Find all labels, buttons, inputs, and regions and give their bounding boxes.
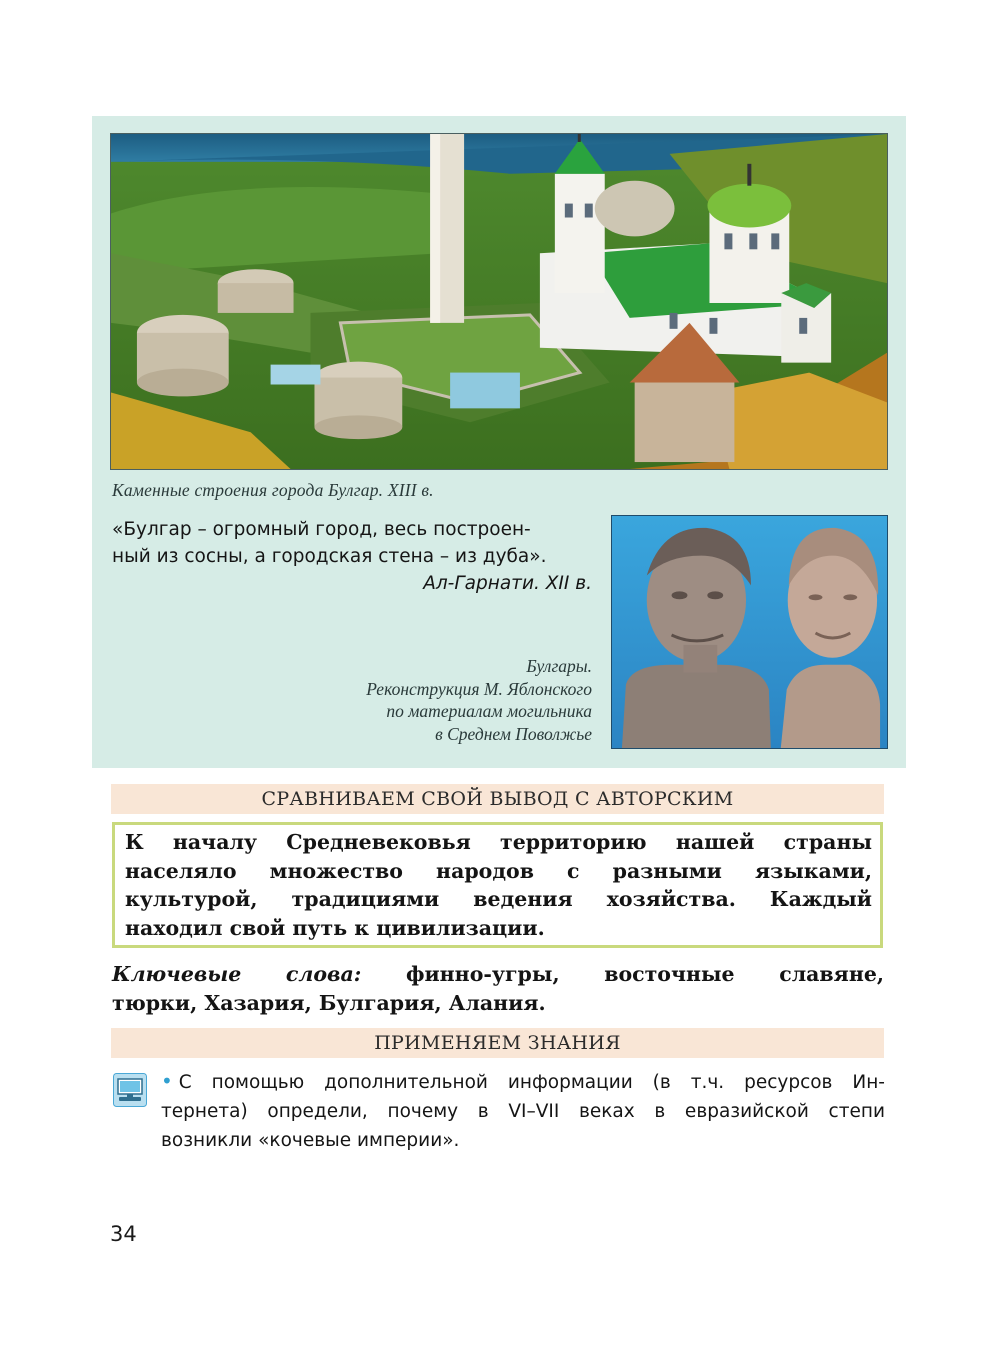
conclusion-line: населяло множество народов с разными языками, [125,858,872,883]
bulgar-buildings-image [111,134,887,469]
apply-section-heading: ПРИМЕНЯЕМ ЗНАНИЯ [111,1028,884,1058]
keywords-line [112,960,884,989]
quote-author: Ал-Гарнати. XII в. [423,573,592,594]
key-words [112,960,884,1018]
keywords-line: тюрки, Хазария, Булгария, Алания. [112,991,546,1015]
busts-photo-caption [262,655,592,745]
historical-quote [112,516,592,597]
keywords-label: Ключевые слова: [112,962,362,986]
author-conclusion-box [112,822,883,948]
keywords-first-line-text: финно-угры, восточные славяне, [361,962,885,986]
page-number: 34 [110,1222,137,1246]
task-line [161,1067,885,1097]
bulgar-busts-photo [611,515,888,749]
task-line-text: С помощью дополнительной информации (в т.ч. ресурсов Ин- [178,1072,885,1093]
bulgar-buildings-photo [110,133,888,470]
conclusion-line: находил свой путь к цивилизации. [125,915,545,940]
bullet-icon: • [161,1069,173,1093]
caption-line: Булгары. [526,656,592,676]
busts-image [612,516,887,748]
apply-task [161,1067,885,1155]
main-photo-caption: Каменные строения города Булгар. XIII в. [112,480,434,500]
quote-line: ный из сосны, а городская стена – из дуба». [112,546,547,567]
caption-line: по материалам могильника [386,701,592,721]
conclusion-line: культурой, традициями ведения хозяйства. Каждый [125,887,872,911]
task-line: тернета) определи, почему в VI–VII веках в евразийской степи [161,1101,885,1122]
computer-icon [113,1073,147,1107]
task-line: возникли «кочевые империи». [161,1130,460,1151]
caption-line: в Среднем Поволжье [435,723,592,744]
conclusion-line: К началу Средневековья территорию нашей страны [125,830,872,854]
compare-section-heading: СРАВНИВАЕМ СВОЙ ВЫВОД С АВТОРСКИМ [111,784,884,814]
quote-line: «Булгар – огромный город, весь построен- [112,519,531,540]
caption-line: Реконструкция М. Яблонского [366,678,592,699]
